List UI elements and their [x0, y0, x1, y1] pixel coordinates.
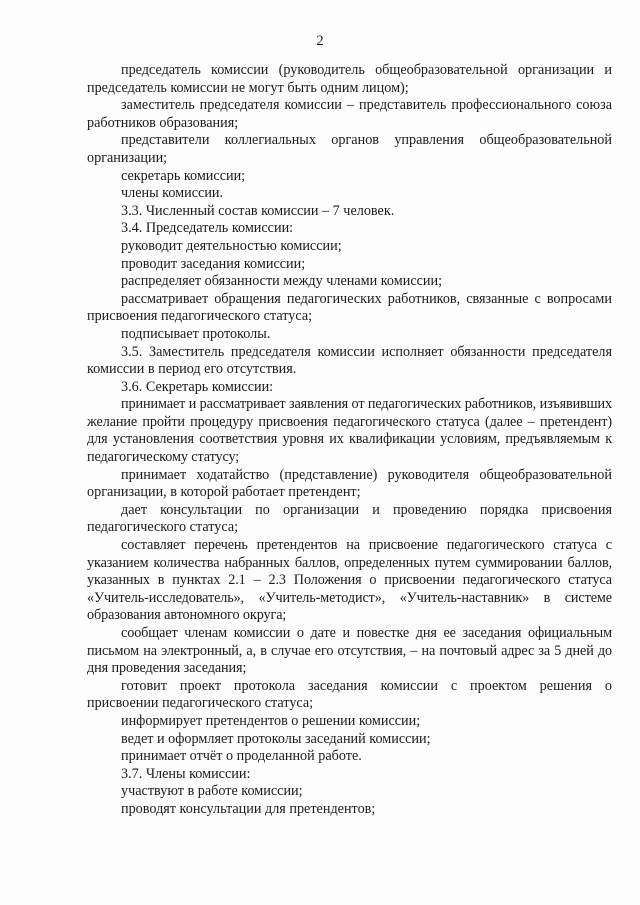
page-number: 2 — [316, 33, 324, 49]
document-body — [87, 62, 612, 819]
paragraph: председатель комиссии (руководитель общеобразовательной организации и председатель комиссии не могут быть одним лицом); — [87, 62, 612, 96]
paragraph: составляет перечень претендентов на присвоение педагогического статуса с указанием количества набранных баллов, определенных путем суммировании баллов, указанных в пунктах 2.1 – 2.3 Положения о присвоении педагогического статуса «Учитель-исследователь», «Учитель-методист», «Учитель-наставник» в системе образования автономного округа; — [87, 537, 612, 624]
paragraph: участвуют в работе комиссии; — [121, 783, 303, 800]
paragraph: проводят консультации для претендентов; — [121, 800, 376, 817]
paragraph: дает консультации по организации и проведению порядка присвоения педагогического статуса; — [87, 501, 612, 536]
paragraph: распределяет обязанности между членами комиссии; — [121, 273, 443, 290]
paragraph: проводит заседания комиссии; — [121, 255, 306, 272]
paragraph: готовит проект протокола заседания комиссии с проектом решения о присвоении педагогического статуса; — [87, 677, 612, 712]
paragraph: сообщает членам комиссии о дате и повестке дня ее заседания официальным письмом на электронный, а, в случае его отсутствия, – на почтовый адрес за 5 дней до дня проведения заседания; — [87, 625, 612, 677]
section-heading: 3.7. Члены комиссии: — [121, 765, 251, 782]
paragraph: принимает отчёт о проделанной работе. — [121, 748, 362, 765]
paragraph: секретарь комиссии; — [121, 167, 246, 184]
paragraph: информирует претендентов о решении комиссии; — [121, 712, 421, 729]
paragraph: заместитель председателя комиссии – представитель профессионального союза работников образования; — [87, 97, 612, 131]
paragraph: подписывает протоколы. — [121, 325, 271, 342]
section-heading: 3.4. Председатель комиссии: — [121, 220, 294, 237]
paragraph: члены комиссии. — [121, 185, 224, 202]
section-heading: 3.5. Заместитель председателя комиссии исполняет обязанности председателя комиссии в период его отсутствия. — [87, 343, 612, 378]
section-heading: 3.6. Секретарь комиссии: — [121, 378, 274, 395]
paragraph: руководит деятельностью комиссии; — [121, 237, 342, 254]
section-heading: 3.3. Численный состав комиссии – 7 человек. — [121, 202, 395, 219]
paragraph: принимает ходатайство (представление) руководителя общеобразовательной организации, в которой работает претендент; — [87, 466, 612, 501]
paragraph: рассматривает обращения педагогических работников, связанные с вопросами присвоения педагогического статуса; — [87, 290, 612, 325]
paragraph: представители коллегиальных органов управления общеобразовательной организации; — [87, 132, 612, 166]
paragraph: принимает и рассматривает заявления от педагогических работников, изъявивших желание пройти процедуру присвоения педагогического статуса (далее – претендент) для установления соответствия уровня их квалификации условиям, предъявляемым к педагогическому статусу; — [87, 396, 612, 466]
paragraph: ведет и оформляет протоколы заседаний комиссии; — [121, 730, 431, 747]
